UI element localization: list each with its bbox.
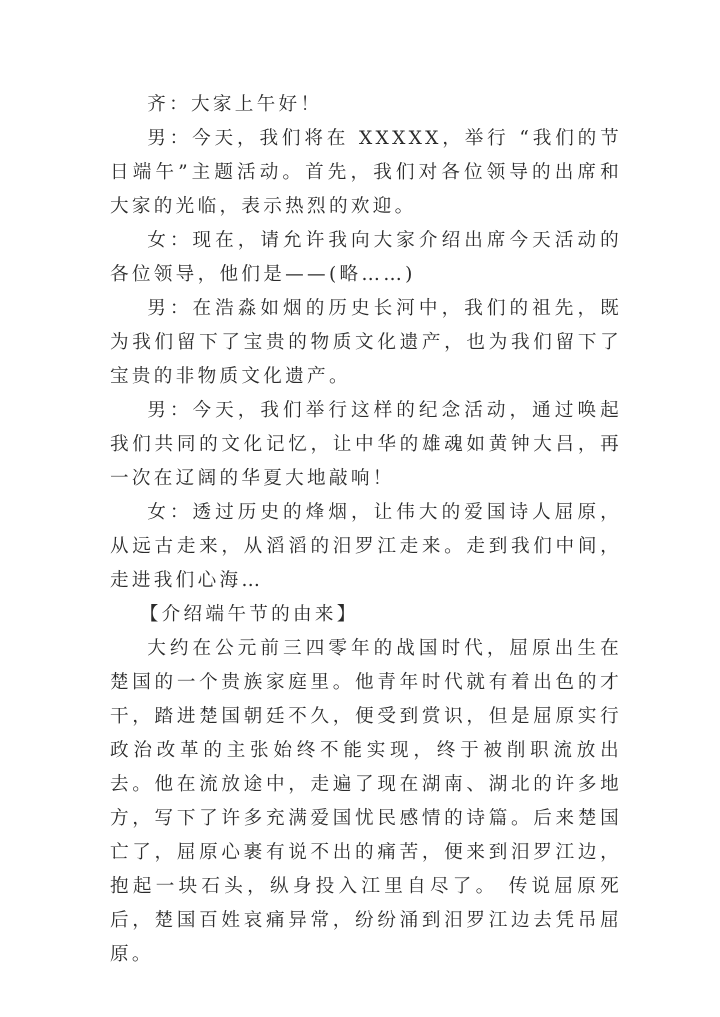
paragraph-quyuan-intro: 女：透过历史的烽烟，让伟大的爱国诗人屈原，从远古走来，从滔滔的汨罗江走来。走到我们中间，走进我们心海… <box>110 502 622 591</box>
paragraph-memory: 男：今天，我们举行这样的纪念活动，通过唤起我们共同的文化记忆，让中华的雄魂如黄钟大吕，再一次在辽阔的华夏大地敲响！ <box>110 400 622 489</box>
paragraph-opening: 男：今天，我们将在 XXXXX，举行 “我们的节日端午”主题活动。首先，我们对各位领导的出席和大家的光临，表示热烈的欢迎。 <box>110 128 622 217</box>
paragraph-origin-story: 大约在公元前三四零年的战国时代，屈原出生在楚国的一个贵族家庭里。他青年时代就有着出色的才干，踏进楚国朝廷不久，便受到赏识，但是屈原实行政治改革的主张始终不能实现，终于被削职流放出去。他在流放途中，走遍了现在湖南、湖北的许多地方，写下了许多充满爱国忧民感情的诗篇。后来楚国亡了，屈原心裹有说不出的痛苦，便来到汨罗江边，抱起一块石头，纵身投入江里自尽了。 传说屈原死后，楚国百姓哀痛异常，纷纷涌到汨罗江边去凭吊屈原。 <box>110 638 622 965</box>
paragraph-introduce-leaders: 女：现在，请允许我向大家介绍出席今天活动的各位领导，他们是——(略……) <box>110 230 622 285</box>
paragraph-greeting: 齐：大家上午好！ <box>147 94 323 115</box>
paragraph-heritage: 男：在浩淼如烟的历史长河中，我们的祖先，既为我们留下了宝贵的物质文化遗产，也为我们留下了宝贵的非物质文化遗产。 <box>110 298 622 387</box>
document-page <box>110 88 622 972</box>
section-heading: 【介绍端午节的由来】 <box>139 604 359 625</box>
